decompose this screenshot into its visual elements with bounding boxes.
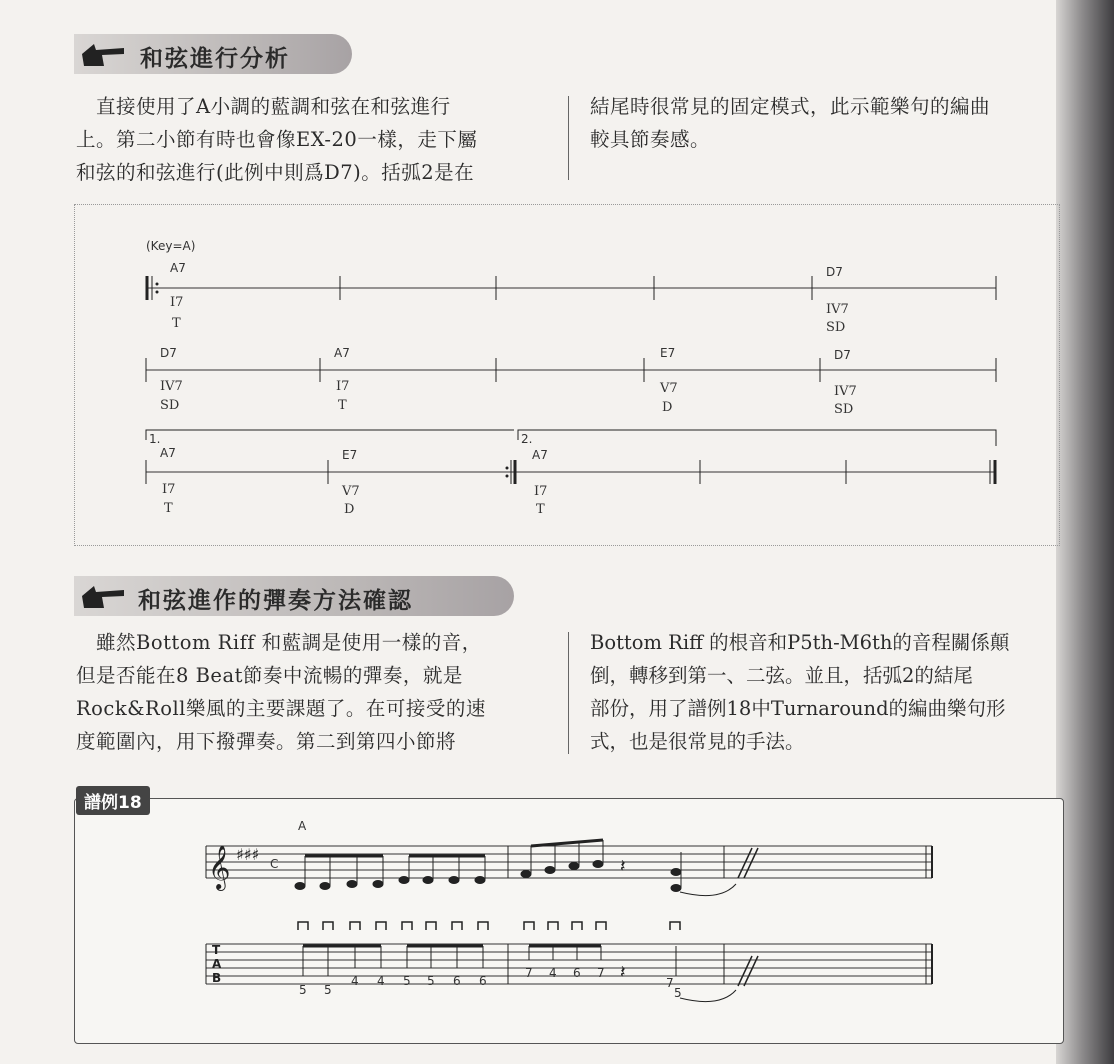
chord-function: SD xyxy=(834,402,854,417)
chord-name: A7 xyxy=(532,448,548,462)
chord-degree: I7 xyxy=(336,379,350,394)
chord-degree: I7 xyxy=(162,482,176,497)
ending-number: 1. xyxy=(149,432,161,446)
ending-number: 2. xyxy=(521,432,533,446)
text-line: 度範圍內，用下撥彈奏。第二到第四小節將 xyxy=(76,730,457,753)
text-line: 直接使用了A小調的藍調和弦在和弦進行 xyxy=(76,95,451,118)
chord-name: D7 xyxy=(160,346,177,360)
key-signature-sharps-icon: ♯♯♯ xyxy=(236,845,260,864)
tab-number: 7 xyxy=(525,966,533,980)
text-line: 上。第二小節有時也會像EX-20一樣，走下屬 xyxy=(76,128,478,151)
note-group xyxy=(295,856,485,890)
text-line: 但是否能在8 Beat節奏中流暢的彈奏，就是 xyxy=(76,664,463,687)
chord-symbol: A xyxy=(298,819,307,833)
time-signature: C xyxy=(270,857,279,871)
chord-name: E7 xyxy=(342,448,358,462)
tab-number: 5 xyxy=(324,983,332,997)
tab-clef-icon: A xyxy=(212,957,222,971)
text-line: 部份，用了譜例18中Turnaround的編曲樂句形 xyxy=(590,697,1006,720)
tab-number: 6 xyxy=(573,966,581,980)
text-line: 結尾時很常見的固定模式，此示範樂句的編曲 xyxy=(590,95,991,118)
tie-curve xyxy=(680,884,736,896)
chord-name: E7 xyxy=(660,346,676,360)
tab-number: 5 xyxy=(299,983,307,997)
tab-clef-icon: B xyxy=(212,971,222,985)
chord-name: A7 xyxy=(334,346,350,360)
tab-number: 6 xyxy=(479,974,487,988)
chord-function: D xyxy=(344,502,355,517)
score-example-tag: 譜例18 xyxy=(76,786,150,815)
downstroke-marks xyxy=(298,922,680,930)
tab-number: 6 xyxy=(453,974,461,988)
chord-function: T xyxy=(164,501,173,516)
text-line: 和弦的和弦進行(此例中則爲D7)。括弧2是在 xyxy=(76,161,475,184)
chord-degree: IV7 xyxy=(826,302,849,317)
tie-curve xyxy=(680,990,736,1002)
slash-mark xyxy=(738,848,758,878)
chord-function: SD xyxy=(826,320,846,335)
chord-degree: V7 xyxy=(342,484,360,499)
chord-degree: IV7 xyxy=(160,379,183,394)
tab-number: 4 xyxy=(549,966,557,980)
chord-name: A7 xyxy=(160,446,176,460)
chord-degree: IV7 xyxy=(834,384,857,399)
chord-name: D7 xyxy=(834,348,851,362)
tab-number: 5 xyxy=(427,974,435,988)
chord-degree: I7 xyxy=(534,484,548,499)
text-line: Bottom Riff 的根音和P5th-M6th的音程關係顛 xyxy=(590,631,1010,654)
chord-function: D xyxy=(662,400,673,415)
tab-number: 4 xyxy=(377,974,385,988)
tab-number: 5 xyxy=(674,986,682,1000)
treble-clef-icon: 𝄞 xyxy=(208,845,231,889)
text-line: 倒，轉移到第一、二弦。並且，括弧2的結尾 xyxy=(590,664,973,687)
section2-title: 和弦進作的彈奏方法確認 xyxy=(138,588,413,614)
tab-clef-icon: T xyxy=(212,943,221,957)
chord-name: A7 xyxy=(170,261,186,275)
quarter-rest-icon: 𝄽 xyxy=(620,856,626,877)
tab-number: 7 xyxy=(597,966,605,980)
text-line: 雖然Bottom Riff 和藍調是使用一樣的音， xyxy=(76,631,482,654)
chord-function: SD xyxy=(160,398,180,413)
chord-function: T xyxy=(338,398,347,413)
tab-number: 5 xyxy=(403,974,411,988)
chord-degree: V7 xyxy=(660,381,678,396)
chord-function: T xyxy=(172,316,181,331)
key-label: (Key=A) xyxy=(146,239,196,253)
chord-name: D7 xyxy=(826,265,843,279)
tab-number: 7 xyxy=(666,976,674,990)
quarter-rest-icon: 𝄽 xyxy=(620,962,626,983)
tab-staff xyxy=(206,944,932,984)
text-line: 較具節奏感。 xyxy=(590,128,711,151)
tab-number: 4 xyxy=(351,974,359,988)
section1-title: 和弦進行分析 xyxy=(140,46,290,72)
text-line: 式，也是很常見的手法。 xyxy=(590,730,805,753)
chord-degree: I7 xyxy=(170,295,184,310)
note-group xyxy=(521,840,681,892)
text-line: Rock&Roll樂風的主要課題了。在可接受的速 xyxy=(76,697,486,720)
chord-function: T xyxy=(536,502,545,517)
treble-staff xyxy=(206,846,932,878)
